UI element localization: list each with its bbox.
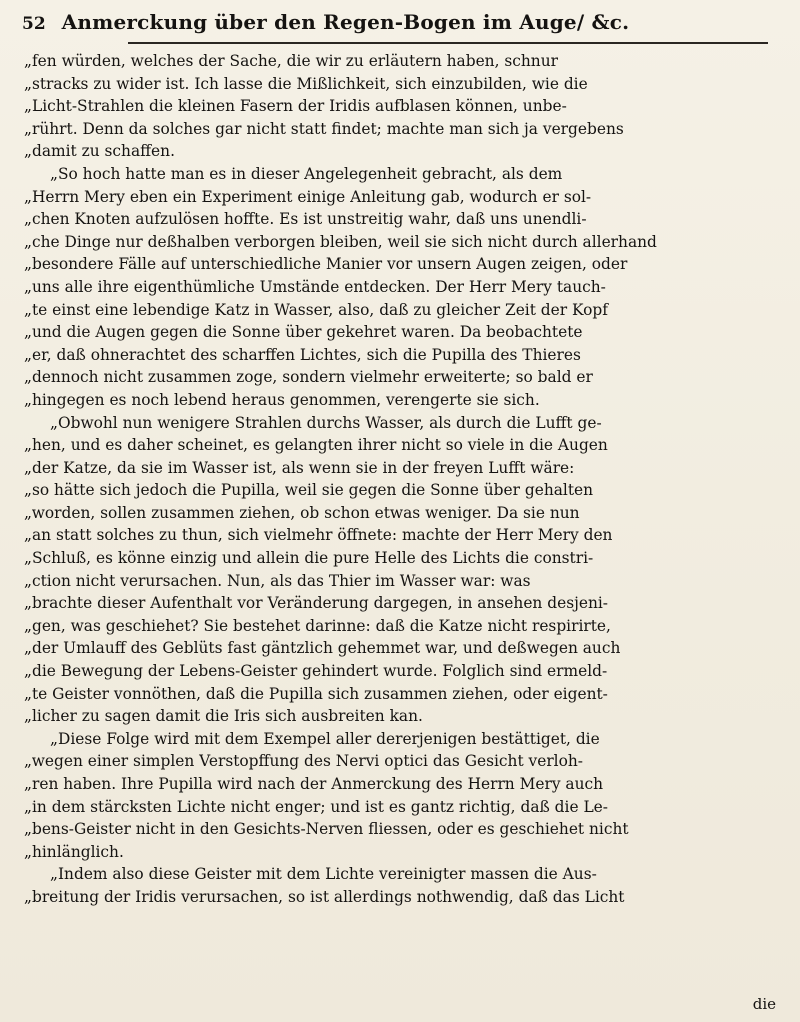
text-line: „licher zu sagen damit die Iris sich ausbreiten kan.	[24, 707, 423, 726]
text-line: „Licht-Strahlen die kleinen Fasern der Iridis aufblasen können, unbe-	[24, 97, 567, 116]
text-line: „te Geister vonnöthen, daß die Pupilla sich zusammen ziehen, oder eigent-	[24, 684, 608, 703]
text-line: „Schluß, es könne einzig und allein die pure Helle des Lichts die constri-	[24, 549, 594, 568]
text-line: „die Bewegung der Lebens-Geister gehindert wurde. Folglich sind ermeld-	[24, 662, 608, 681]
text-line: „fen würden, welches der Sache, die wir zu erläutern haben, schnur	[24, 52, 558, 70]
text-line: „rührt. Denn da solches gar nicht statt findet; machte man sich ja vergebens	[24, 119, 624, 138]
text-line: „So hoch hatte man es in dieser Angelegenheit gebracht, als dem	[50, 164, 563, 183]
text-line: „worden, sollen zusammen ziehen, ob schon etwas weniger. Da sie nun	[24, 503, 580, 522]
text-line: „an statt solches zu thun, sich vielmehr öffnete: machte der Herr Mery den	[24, 526, 613, 545]
running-head: Anmerckung über den Regen-Bogen im Auge/ &c.	[61, 10, 630, 34]
body-text	[18, 50, 782, 909]
text-line: „Indem also diese Geister mit dem Lichte vereinigter massen die Aus-	[50, 865, 597, 884]
text-line: „bens-Geister nicht in den Gesichts-Nerven fliessen, oder es geschiehet nicht	[24, 820, 629, 839]
text-line: „der Katze, da sie im Wasser ist, als wenn sie in der freyen Lufft wäre:	[24, 458, 575, 477]
text-line: „wegen einer simplen Verstopffung des Nervi optici das Gesicht verloh-	[24, 752, 583, 771]
text-line: „Diese Folge wird mit dem Exempel aller dererjenigen bestättiget, die	[50, 729, 600, 748]
text-line: „Obwohl nun wenigere Strahlen durchs Wasser, als durch die Lufft ge-	[50, 413, 602, 432]
text-line: „stracks zu wider ist. Ich lasse die Mißlichkeit, sich einzubilden, wie die	[24, 74, 588, 93]
text-line: „damit zu schaffen.	[24, 142, 175, 161]
text-line: „Herrn Mery eben ein Experiment einige Anleitung gab, wodurch er sol-	[24, 187, 592, 206]
text-line: „hingegen es noch lebend heraus genommen, verengerte sie sich.	[24, 390, 540, 409]
text-line: „in dem stärcksten Lichte nicht enger; und ist es gantz richtig, daß die Le-	[24, 797, 608, 816]
text-line: „so hätte sich jedoch die Pupilla, weil sie gegen die Sonne über gehalten	[24, 481, 594, 500]
page-header	[18, 10, 782, 42]
text-line: „und die Augen gegen die Sonne über gekehret waren. Da beobachtete	[24, 323, 583, 342]
text-line: „uns alle ihre eigenthümliche Umstände entdecken. Der Herr Mery tauch-	[24, 277, 606, 296]
page-number: 52	[22, 14, 46, 34]
text-line: „brachte dieser Aufenthalt vor Veränderung dargegen, in ansehen desjeni-	[24, 594, 609, 613]
text-line: „hen, und es daher scheinet, es gelangten ihrer nicht so viele in die Augen	[24, 436, 608, 455]
text-line: „der Umlauff des Geblüts fast gäntzlich gehemmet war, und deßwegen auch	[24, 639, 621, 658]
text-line: „ren haben. Ihre Pupilla wird nach der Anmerckung des Herrn Mery auch	[24, 775, 604, 793]
text-line: „ction nicht verursachen. Nun, als das Thier im Wasser war: was	[24, 571, 531, 590]
text-line: „dennoch nicht zusammen zoge, sondern vielmehr erweiterte; so bald er	[24, 368, 593, 387]
text-line: „chen Knoten aufzulösen hoffte. Es ist unstreitig wahr, daß uns unendli-	[24, 210, 587, 229]
text-line: „hinlänglich.	[24, 842, 124, 861]
text-line: „er, daß ohnerachtet des scharffen Lichtes, sich die Pupilla des Thieres	[24, 345, 581, 364]
text-line: „breitung der Iridis verursachen, so ist allerdings nothwendig, daß das Licht	[24, 887, 625, 906]
catchword: die	[752, 995, 776, 1013]
text-line: „che Dinge nur deßhalben verborgen bleiben, weil sie sich nicht durch allerhand	[24, 232, 657, 251]
text-line: „besondere Fälle auf unterschiedliche Manier vor unsern Augen zeigen, oder	[24, 255, 628, 274]
header-rule	[128, 42, 768, 44]
text-line: „te einst eine lebendige Katz in Wasser, also, daß zu gleicher Zeit der Kopf	[24, 300, 608, 319]
text-line: „gen, was geschiehet? Sie bestehet darinne: daß die Katze nicht respirirte,	[24, 616, 611, 635]
